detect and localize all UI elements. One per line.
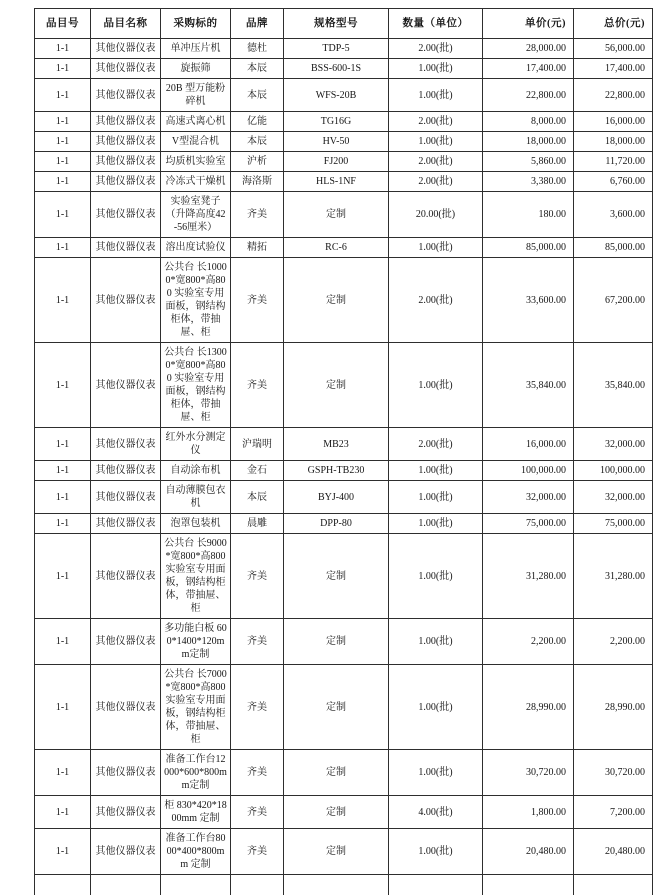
table-cell: 11,720.00 — [574, 152, 653, 172]
table-cell — [483, 875, 574, 895]
table-cell: 28,000.00 — [483, 39, 574, 59]
table-cell: 齐美 — [231, 619, 284, 665]
table-cell: 其他仪器仪表 — [91, 238, 161, 258]
table-cell: 其他仪器仪表 — [91, 829, 161, 875]
table-cell: 公共台 长7000*宽800*高800 实验室专用面板，钢结构柜体，带抽屉、柜 — [161, 665, 231, 750]
table-cell: 2.00(批) — [389, 172, 483, 192]
header-row — [35, 9, 653, 39]
table-row — [35, 514, 653, 534]
table-cell: 2.00(批) — [389, 152, 483, 172]
table-cell: 22,800.00 — [483, 79, 574, 112]
table-cell: 1-1 — [35, 750, 91, 796]
table-cell: 16,000.00 — [483, 428, 574, 461]
table-row — [35, 829, 653, 875]
table-cell: 其他仪器仪表 — [91, 39, 161, 59]
table-cell: 公共台 长13000*宽800*高800 实验室专用面板，钢结构柜体，带抽屉、柜 — [161, 343, 231, 428]
table-cell: 100,000.00 — [483, 461, 574, 481]
column-header: 采购标的 — [161, 9, 231, 39]
table-cell: 32,000.00 — [574, 428, 653, 461]
table-row — [35, 172, 653, 192]
table-cell: 2,200.00 — [574, 619, 653, 665]
table-cell: 180.00 — [483, 192, 574, 238]
table-cell: 75,000.00 — [483, 514, 574, 534]
column-header: 规格型号 — [284, 9, 389, 39]
table-cell: 沪瑞明 — [231, 428, 284, 461]
table-cell: 1-1 — [35, 258, 91, 343]
table-cell: 定制 — [284, 343, 389, 428]
table-cell — [284, 875, 389, 895]
table-cell: 3,380.00 — [483, 172, 574, 192]
table-cell: 1-1 — [35, 796, 91, 829]
table-cell: 28,990.00 — [483, 665, 574, 750]
table-cell: 齐美 — [231, 750, 284, 796]
table-row — [35, 59, 653, 79]
table-cell: HLS-1NF — [284, 172, 389, 192]
table-cell: 2.00(批) — [389, 428, 483, 461]
table-cell: 其他仪器仪表 — [91, 750, 161, 796]
table-cell: RC-6 — [284, 238, 389, 258]
column-header: 品目名称 — [91, 9, 161, 39]
table-cell: 海洛斯 — [231, 172, 284, 192]
table-cell: 其他仪器仪表 — [91, 112, 161, 132]
procurement-items-table — [34, 8, 653, 895]
table-cell: 3,600.00 — [574, 192, 653, 238]
table-cell: BSS-600-1S — [284, 59, 389, 79]
table-cell: 2.00(批) — [389, 39, 483, 59]
table-cell: 齐美 — [231, 796, 284, 829]
table-cell: 均质机实验室 — [161, 152, 231, 172]
table-cell: 1.00(批) — [389, 59, 483, 79]
table-cell: 17,400.00 — [483, 59, 574, 79]
table-cell: 本辰 — [231, 481, 284, 514]
table-cell: 100,000.00 — [574, 461, 653, 481]
table-cell: 1.00(批) — [389, 514, 483, 534]
table-cell: 31,280.00 — [483, 534, 574, 619]
table-cell: 1.00(批) — [389, 750, 483, 796]
table-cell: 1-1 — [35, 665, 91, 750]
table-cell: 冷冻式干燥机 — [161, 172, 231, 192]
table-cell: 定制 — [284, 829, 389, 875]
table-row — [35, 152, 653, 172]
table-row — [35, 39, 653, 59]
table-cell: 33,600.00 — [483, 258, 574, 343]
table-cell: 1-1 — [35, 152, 91, 172]
table-cell: 5,860.00 — [483, 152, 574, 172]
table-cell: 1-1 — [35, 39, 91, 59]
table-row — [35, 112, 653, 132]
table-cell: 1.00(批) — [389, 343, 483, 428]
table-cell: MB23 — [284, 428, 389, 461]
table-cell: 1-1 — [35, 829, 91, 875]
table-cell: 其他仪器仪表 — [91, 619, 161, 665]
table-cell: 齐美 — [231, 192, 284, 238]
table-cell: 其他仪器仪表 — [91, 343, 161, 428]
table-cell: 齐美 — [231, 258, 284, 343]
table-cell: 本辰 — [231, 132, 284, 152]
table-cell: 1-1 — [35, 172, 91, 192]
table-cell: 准备工作台12000*600*800mm定制 — [161, 750, 231, 796]
table-cell: 1-1 — [35, 461, 91, 481]
table-cell: 4.00(批) — [389, 796, 483, 829]
table-cell: 32,000.00 — [483, 481, 574, 514]
table-cell: 旋振筛 — [161, 59, 231, 79]
table-cell: 1.00(批) — [389, 534, 483, 619]
table-row-partial — [35, 875, 653, 895]
table-cell: 22,800.00 — [574, 79, 653, 112]
table-cell: 齐美 — [231, 343, 284, 428]
column-header: 总价(元) — [574, 9, 653, 39]
table-cell: 自动薄膜包衣机 — [161, 481, 231, 514]
table-cell: 8,000.00 — [483, 112, 574, 132]
table-cell: 准备工作台8000*400*800mm 定制 — [161, 829, 231, 875]
table-cell: 泡罩包装机 — [161, 514, 231, 534]
table-cell: 实验室凳子（升降高度42-56厘米） — [161, 192, 231, 238]
table-cell: 30,720.00 — [483, 750, 574, 796]
table-cell: 单冲压片机 — [161, 39, 231, 59]
table-cell: 公共台 长10000*宽800*高800 实验室专用面板，钢结构柜体，带抽屉、柜 — [161, 258, 231, 343]
table-cell: 1,800.00 — [483, 796, 574, 829]
column-header: 品牌 — [231, 9, 284, 39]
table-cell: 定制 — [284, 534, 389, 619]
table-cell: 其他仪器仪表 — [91, 796, 161, 829]
table-row — [35, 79, 653, 112]
table-row — [35, 258, 653, 343]
table-cell: 1.00(批) — [389, 665, 483, 750]
table-cell: 85,000.00 — [483, 238, 574, 258]
table-cell: 20B 型万能粉碎机 — [161, 79, 231, 112]
table-cell: 1-1 — [35, 238, 91, 258]
table-cell: 1-1 — [35, 79, 91, 112]
table-cell: 1-1 — [35, 59, 91, 79]
table-cell: 75,000.00 — [574, 514, 653, 534]
table-cell: 2.00(批) — [389, 258, 483, 343]
table-cell — [574, 875, 653, 895]
table-cell: 1-1 — [35, 514, 91, 534]
table-cell: 6,760.00 — [574, 172, 653, 192]
table-cell: 多功能白板 600*1400*120mm定制 — [161, 619, 231, 665]
column-header: 数量（单位） — [389, 9, 483, 39]
table-cell: BYJ-400 — [284, 481, 389, 514]
table-cell: FJ200 — [284, 152, 389, 172]
table-cell: 85,000.00 — [574, 238, 653, 258]
table-cell: 亿能 — [231, 112, 284, 132]
table-cell: 20.00(批) — [389, 192, 483, 238]
table-cell: 其他仪器仪表 — [91, 665, 161, 750]
table-cell — [35, 875, 91, 895]
table-cell: 20,480.00 — [483, 829, 574, 875]
table-cell: 定制 — [284, 258, 389, 343]
table-cell: 其他仪器仪表 — [91, 172, 161, 192]
table-cell: 定制 — [284, 192, 389, 238]
table-cell: 1-1 — [35, 428, 91, 461]
table-cell: 定制 — [284, 750, 389, 796]
table-cell: 定制 — [284, 665, 389, 750]
table-cell: V型混合机 — [161, 132, 231, 152]
table-cell: 30,720.00 — [574, 750, 653, 796]
table-cell: 28,990.00 — [574, 665, 653, 750]
table-row — [35, 461, 653, 481]
table-cell: 其他仪器仪表 — [91, 79, 161, 112]
table-body — [35, 39, 653, 895]
table-cell: 1.00(批) — [389, 79, 483, 112]
table-cell: HV-50 — [284, 132, 389, 152]
table-cell: 2,200.00 — [483, 619, 574, 665]
table-cell: 1.00(批) — [389, 481, 483, 514]
table-row — [35, 343, 653, 428]
table-row — [35, 534, 653, 619]
table-row — [35, 481, 653, 514]
table-row — [35, 428, 653, 461]
table-cell: GSPH-TB230 — [284, 461, 389, 481]
table-cell: 红外水分测定仪 — [161, 428, 231, 461]
table-cell: 齐美 — [231, 534, 284, 619]
table-cell: 1.00(批) — [389, 829, 483, 875]
table-cell: 20,480.00 — [574, 829, 653, 875]
table-cell: 精拓 — [231, 238, 284, 258]
table-cell: 2.00(批) — [389, 112, 483, 132]
table-cell: 1-1 — [35, 619, 91, 665]
table-cell: 高速式离心机 — [161, 112, 231, 132]
table-cell: 1-1 — [35, 192, 91, 238]
table-cell: 1-1 — [35, 481, 91, 514]
table-cell: 其他仪器仪表 — [91, 428, 161, 461]
table-cell: 17,400.00 — [574, 59, 653, 79]
table-cell: 其他仪器仪表 — [91, 192, 161, 238]
table-cell: 晨雕 — [231, 514, 284, 534]
column-header: 单价(元) — [483, 9, 574, 39]
table-cell: 1.00(批) — [389, 619, 483, 665]
table-row — [35, 132, 653, 152]
table-cell: 定制 — [284, 796, 389, 829]
table-cell: 定制 — [284, 619, 389, 665]
table-cell: 齐美 — [231, 665, 284, 750]
table-cell: 溶出度试验仪 — [161, 238, 231, 258]
table-cell: 1-1 — [35, 112, 91, 132]
table-cell: 本辰 — [231, 79, 284, 112]
table-row — [35, 665, 653, 750]
table-cell: 35,840.00 — [574, 343, 653, 428]
table-cell: 其他仪器仪表 — [91, 514, 161, 534]
table-cell: 1.00(批) — [389, 238, 483, 258]
table-cell: 1.00(批) — [389, 132, 483, 152]
table-cell: 35,840.00 — [483, 343, 574, 428]
table-cell: TDP-5 — [284, 39, 389, 59]
table-row — [35, 796, 653, 829]
table-cell: 其他仪器仪表 — [91, 258, 161, 343]
table-cell: 柜 830*420*1800mm 定制 — [161, 796, 231, 829]
table-cell: 自动涂布机 — [161, 461, 231, 481]
table-cell: 其他仪器仪表 — [91, 59, 161, 79]
table-cell — [91, 875, 161, 895]
table-cell: DPP-80 — [284, 514, 389, 534]
table-cell: 56,000.00 — [574, 39, 653, 59]
table-row — [35, 619, 653, 665]
table-cell: 本辰 — [231, 59, 284, 79]
table-cell: 金石 — [231, 461, 284, 481]
table-row — [35, 192, 653, 238]
table-cell: 其他仪器仪表 — [91, 132, 161, 152]
table-cell: 67,200.00 — [574, 258, 653, 343]
table-cell: 1-1 — [35, 132, 91, 152]
table-cell: 齐美 — [231, 829, 284, 875]
table-cell: TG16G — [284, 112, 389, 132]
table-cell: 16,000.00 — [574, 112, 653, 132]
table-cell: 18,000.00 — [574, 132, 653, 152]
table-cell: 其他仪器仪表 — [91, 152, 161, 172]
table-cell: 1-1 — [35, 534, 91, 619]
table-cell: 1.00(批) — [389, 461, 483, 481]
table-cell: 其他仪器仪表 — [91, 461, 161, 481]
table-cell — [389, 875, 483, 895]
table-cell: 德杜 — [231, 39, 284, 59]
table-cell: WFS-20B — [284, 79, 389, 112]
table-row — [35, 750, 653, 796]
table-cell: 1-1 — [35, 343, 91, 428]
table-cell: 其他仪器仪表 — [91, 534, 161, 619]
column-header: 品目号 — [35, 9, 91, 39]
table-cell: 32,000.00 — [574, 481, 653, 514]
table-cell: 公共台 长9000*宽800*高800 实验室专用面板，钢结构柜体，带抽屉、柜 — [161, 534, 231, 619]
table-cell — [231, 875, 284, 895]
table-cell: 7,200.00 — [574, 796, 653, 829]
table-cell: 沪析 — [231, 152, 284, 172]
table-cell — [161, 875, 231, 895]
table-cell: 18,000.00 — [483, 132, 574, 152]
table-row — [35, 238, 653, 258]
table-cell: 其他仪器仪表 — [91, 481, 161, 514]
table-cell: 31,280.00 — [574, 534, 653, 619]
